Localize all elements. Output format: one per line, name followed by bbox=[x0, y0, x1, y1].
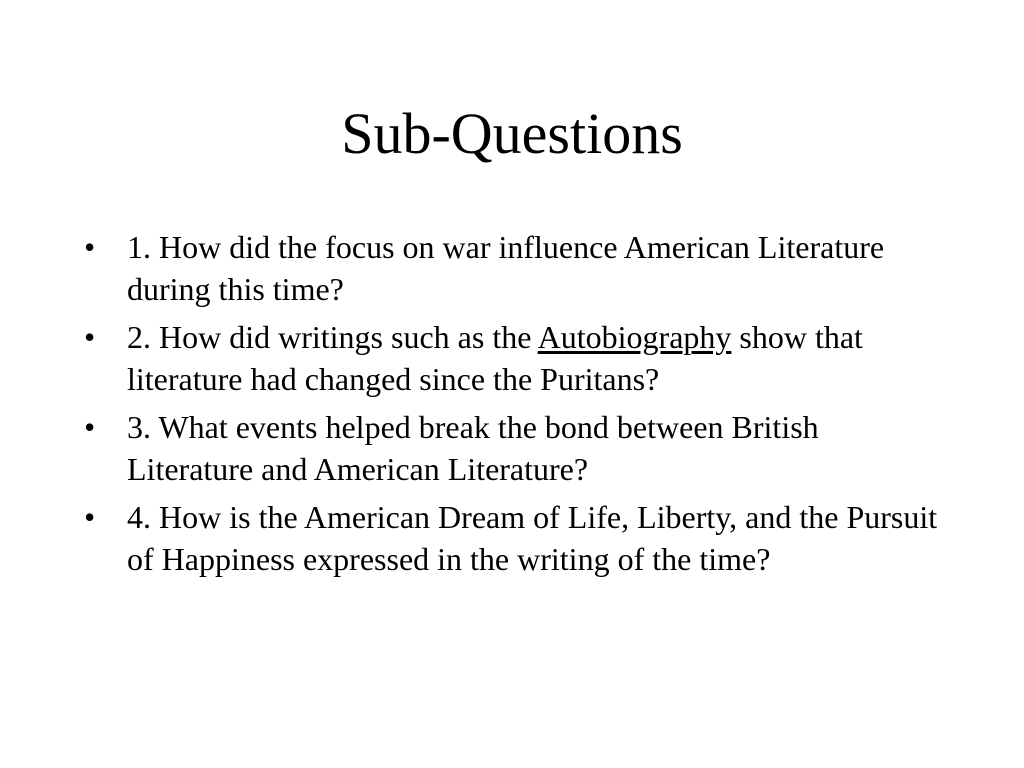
bullet-dot-icon: • bbox=[84, 319, 96, 355]
slide-title: Sub-Questions bbox=[341, 101, 683, 166]
bullet-text-after: show that literature had changed since the Puritans? bbox=[127, 319, 863, 397]
bullet-dot-icon: • bbox=[84, 409, 96, 445]
list-item bbox=[84, 496, 944, 580]
list-item bbox=[84, 316, 944, 400]
bullet-text: 1. How did the focus on war influence American Literature during this time? bbox=[127, 229, 885, 307]
bullet-dot-icon: • bbox=[84, 499, 96, 535]
bullet-text: 3. What events helped break the bond between British Literature and American Literature? bbox=[127, 409, 819, 487]
bullet-text: 4. How is the American Dream of Life, Liberty, and the Pursuit of Happiness expressed in the writing of the time? bbox=[127, 499, 938, 577]
list-item bbox=[84, 406, 944, 490]
bullet-text-before: 2. How did writings such as the bbox=[127, 319, 538, 355]
underlined-title: Autobiography bbox=[537, 319, 732, 355]
list-item bbox=[84, 226, 944, 310]
bullet-list bbox=[84, 226, 944, 586]
bullet-dot-icon: • bbox=[84, 229, 96, 265]
